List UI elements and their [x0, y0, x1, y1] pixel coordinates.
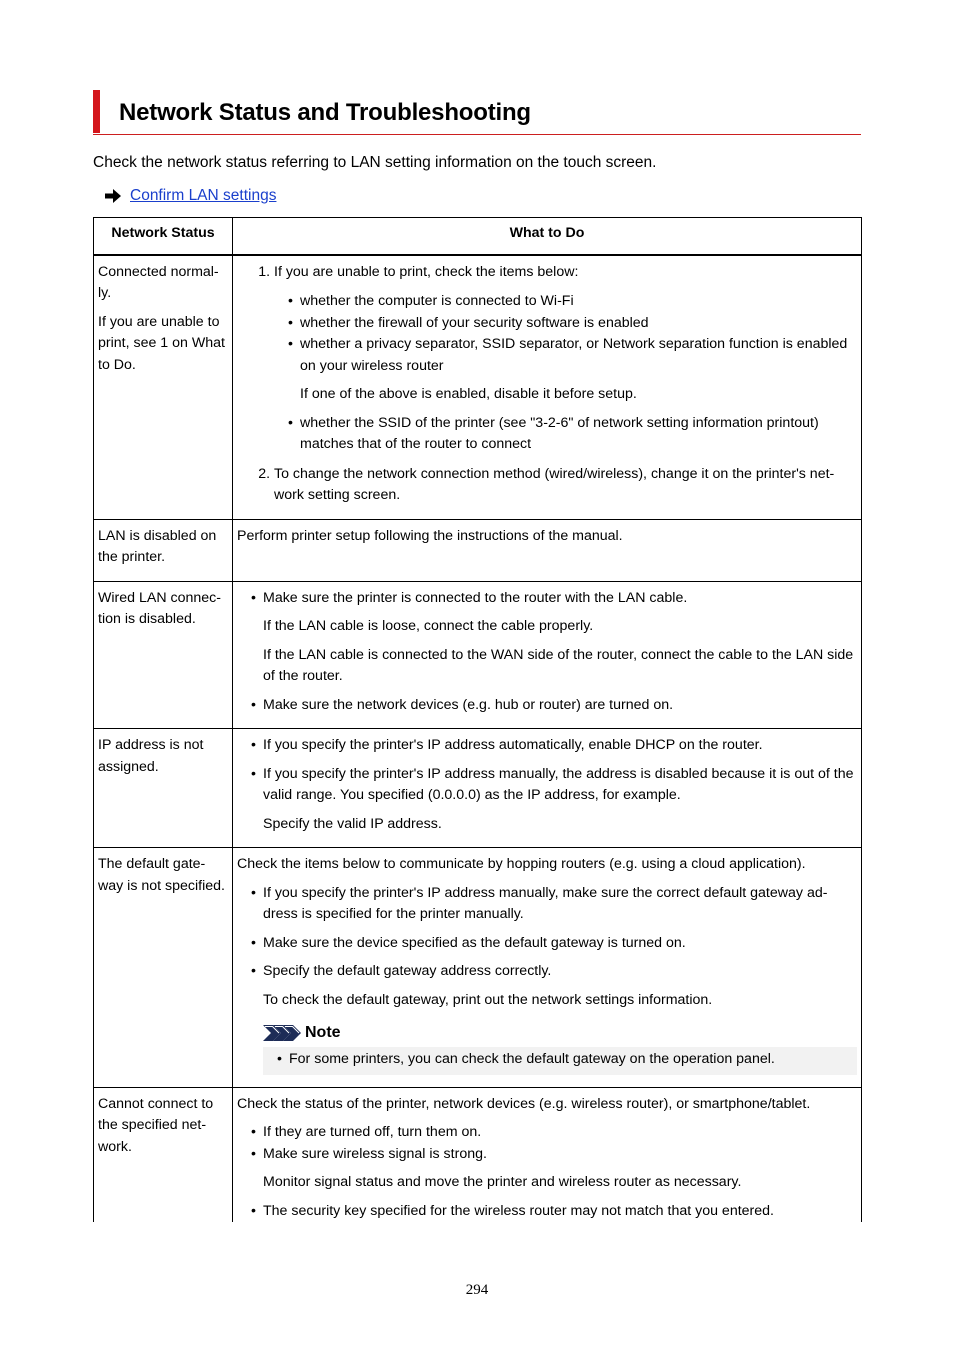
column-header-network-status: Network Status [94, 218, 233, 255]
heading-accent-bar [93, 90, 100, 133]
table-header-row [94, 218, 862, 255]
list-item-detail: To check the default gateway, print out the network settings information. [263, 991, 713, 1008]
status-text: LAN is disabled on the printer. [98, 527, 217, 565]
action-cell [233, 1087, 862, 1222]
column-header-what-to-do: What to Do [233, 218, 862, 255]
note-body [263, 1047, 857, 1075]
status-text: Wired LAN connec-tion is disabled. [98, 589, 222, 627]
status-cell [94, 1087, 233, 1222]
status-subtext: If you are unable to print, see 1 on What to Do. [98, 313, 225, 373]
status-cell [94, 581, 233, 729]
action-lead: Check the items below to communicate by hopping routers (e.g. using a cloud application). [237, 856, 806, 872]
list-item: • whether the SSID of the printer (see "3-2-6" of network setting information printout) matches that of the router to connect [274, 413, 857, 456]
table-row [94, 848, 862, 1088]
list-item: • Make sure the device specified as the default gateway is turned on. [237, 933, 857, 955]
step-text: To change the network connection method (wired/wireless), change it on the printer's net-work setting screen. [274, 465, 835, 503]
confirm-lan-settings-link[interactable]: Confirm LAN settings [130, 187, 277, 204]
action-list [237, 735, 857, 835]
table-row [94, 1087, 862, 1222]
section-heading [93, 90, 861, 135]
list-item-text: Make sure wireless signal is strong. [263, 1145, 487, 1162]
action-list [237, 588, 857, 717]
list-item [237, 764, 857, 836]
list-item: • The security key specified for the wireless router may not match that you entered. [237, 1201, 857, 1223]
list-item-text: If you specify the printer's IP address manually, the address is disabled because it is out of the valid range. You specified (0.0.0.0) as the IP address, for example. [263, 765, 854, 803]
list-item [237, 588, 857, 688]
note-chevrons-icon [263, 1025, 301, 1041]
table-row [94, 729, 862, 848]
list-item: • If you specify the printer's IP address manually, make sure the correct default gateway ad-dress is specified for the printer manually. [237, 883, 857, 926]
list-item-detail: If the LAN cable is connected to the WAN side of the router, connect the cable to the LAN side of the router. [263, 646, 854, 684]
action-cell [233, 848, 862, 1088]
table-row [94, 255, 862, 520]
list-item-text: whether a privacy separator, SSID separator, or Network separation function is enabled on your wireless router [300, 336, 848, 374]
list-item-text: Make sure the printer is connected to the router with the LAN cable. [263, 589, 688, 606]
right-arrow-icon [105, 189, 121, 203]
list-item [237, 1144, 857, 1194]
table-row [94, 519, 862, 581]
status-cell [94, 729, 233, 848]
list-item [274, 464, 857, 507]
status-cell [94, 848, 233, 1088]
list-item [274, 334, 857, 406]
list-item: • If you specify the printer's IP address automatically, enable DHCP on the router. [237, 735, 857, 757]
check-list [245, 291, 857, 456]
page-number: 294 [465, 1282, 489, 1298]
status-cell [94, 519, 233, 581]
status-text: The default gate-way is not specified. [98, 856, 225, 894]
page-title: Network Status and Troubleshooting [119, 99, 531, 126]
list-item: • If they are turned off, turn them on. [237, 1122, 857, 1144]
list-item [274, 262, 857, 456]
note-label: Note [305, 1024, 341, 1042]
intro-text: Check the network status referring to LAN setting information on the touch screen. [93, 154, 657, 171]
steps-list [245, 262, 857, 507]
step-text: If you are unable to print, check the items below: [274, 263, 579, 280]
list-item: • whether the firewall of your security software is enabled [274, 313, 857, 335]
status-text: Connected normal-ly. [98, 263, 219, 301]
list-item-detail: If the LAN cable is loose, connect the cable properly. [263, 618, 594, 634]
note-header [263, 1021, 857, 1045]
list-item-detail: Monitor signal status and move the printer and wireless router as necessary. [263, 1174, 742, 1190]
list-item-detail: Specify the valid IP address. [263, 815, 442, 832]
network-status-table [93, 217, 862, 1222]
status-text: Cannot connect to the specified net-work. [98, 1095, 214, 1155]
action-cell [233, 581, 862, 729]
list-item: • Make sure the network devices (e.g. hub or router) are turned on. [237, 695, 857, 717]
list-item: • For some printers, you can check the default gateway on the operation panel. [269, 1049, 851, 1071]
status-text: IP address is not assigned. [98, 737, 204, 775]
list-item [237, 961, 857, 1011]
note-box [263, 1021, 857, 1075]
table-row [94, 581, 862, 729]
action-list [237, 883, 857, 1012]
list-item-note: If one of the above is enabled, disable it before setup. [300, 386, 637, 402]
action-lead: Check the status of the printer, network devices (e.g. wireless router), or smartphone/tablet. [237, 1095, 811, 1112]
action-cell [233, 729, 862, 848]
action-cell [233, 519, 862, 581]
list-item-text: Specify the default gateway address correctly. [263, 963, 552, 979]
action-list [237, 1122, 857, 1222]
confirm-lan-link-row[interactable] [105, 187, 276, 205]
list-item: • whether the computer is connected to Wi-Fi [274, 291, 857, 313]
action-cell [233, 255, 862, 520]
action-text: Perform printer setup following the instructions of the manual. [237, 527, 623, 544]
status-cell [94, 255, 233, 520]
